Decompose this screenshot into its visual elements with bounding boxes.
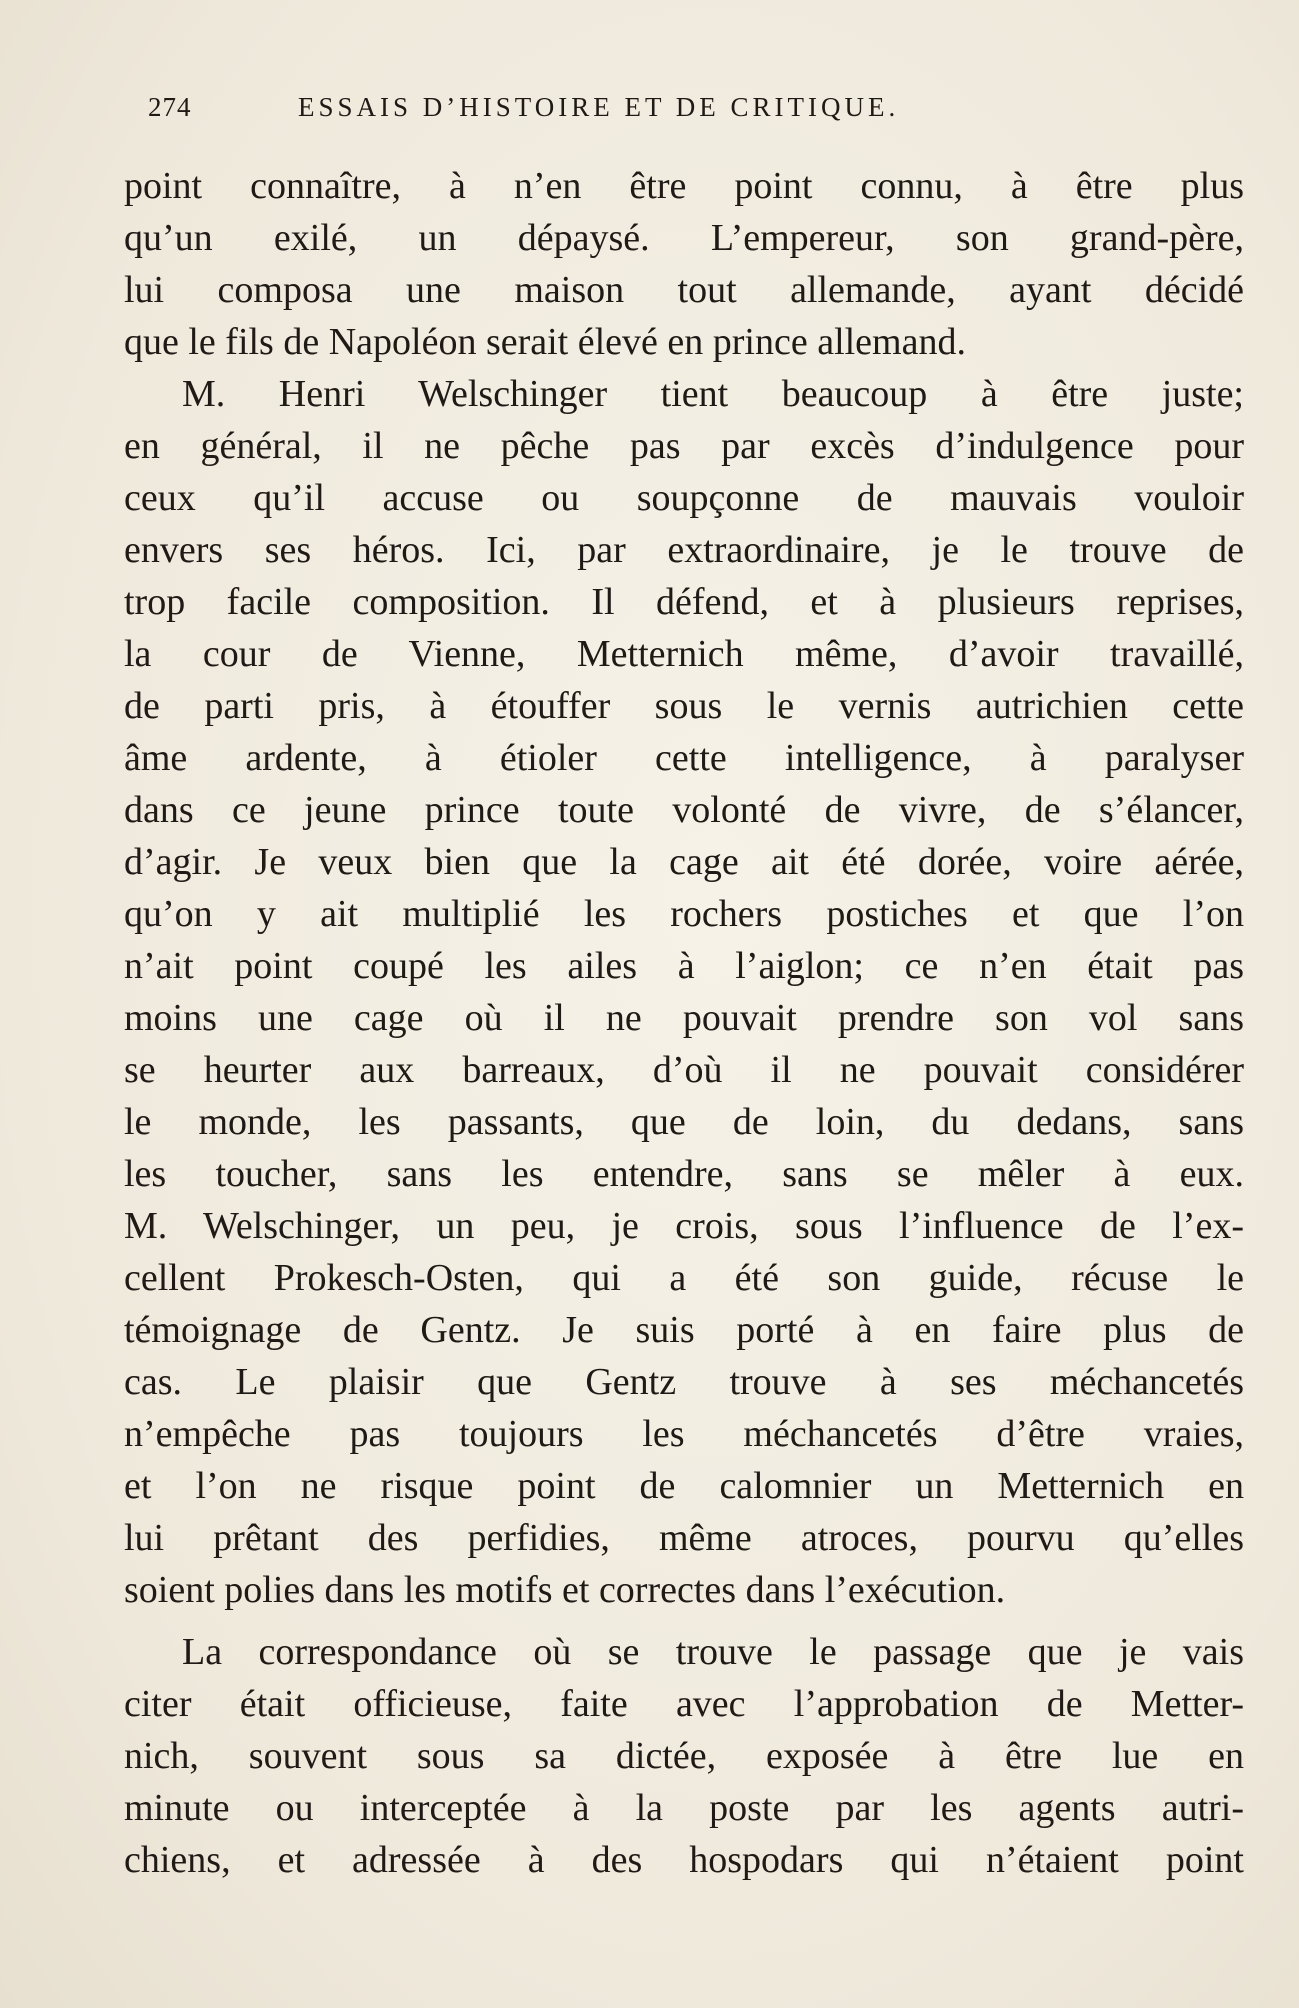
text-line: chiens, et adressée à des hospodars qui n’étaient point — [124, 1839, 1244, 1881]
text-line: le monde, les passants, que de loin, du dedans, sans — [124, 1101, 1244, 1143]
paragraph — [124, 368, 1244, 1616]
running-title: ESSAIS D’HISTOIRE ET DE CRITIQUE. — [298, 92, 900, 122]
paragraph-gap — [124, 1616, 1244, 1626]
text-line: La correspondance où se trouve le passage que je vais — [182, 1631, 1244, 1673]
paragraph — [124, 160, 1244, 368]
text-line: se heurter aux barreaux, d’où il ne pouvait considérer — [124, 1049, 1244, 1091]
text-line: qu’un exilé, un dépaysé. L’empereur, son grand-père, — [124, 217, 1244, 259]
text-line: que le fils de Napoléon serait élevé en prince allemand. — [124, 321, 966, 363]
text-line: ceux qu’il accuse ou soupçonne de mauvais vouloir — [124, 477, 1244, 519]
text-line: les toucher, sans les entendre, sans se mêler à eux. — [124, 1153, 1244, 1195]
text-line: cellent Prokesch-Osten, qui a été son guide, récuse le — [124, 1257, 1244, 1299]
text-line: point connaître, à n’en être point connu, à être plus — [124, 165, 1244, 207]
text-line: soient polies dans les motifs et correctes dans l’exécution. — [124, 1569, 1006, 1611]
text-line: trop facile composition. Il défend, et à plusieurs reprises, — [124, 581, 1244, 623]
text-line: d’agir. Je veux bien que la cage ait été dorée, voire aérée, — [124, 841, 1244, 883]
paragraph — [124, 1626, 1244, 1886]
text-line: cas. Le plaisir que Gentz trouve à ses méchancetés — [124, 1361, 1244, 1403]
page-number: 274 — [148, 92, 192, 122]
text-line: moins une cage où il ne pouvait prendre son vol sans — [124, 997, 1244, 1039]
text-line: M. Henri Welschinger tient beaucoup à être juste; — [182, 373, 1244, 415]
text-line: minute ou interceptée à la poste par les agents autri- — [124, 1787, 1244, 1829]
text-line: de parti pris, à étouffer sous le vernis autrichien cette — [124, 685, 1244, 727]
text-line: envers ses héros. Ici, par extraordinaire, je le trouve de — [124, 529, 1244, 571]
text-line: qu’on y ait multiplié les rochers postiches et que l’on — [124, 893, 1244, 935]
text-line: dans ce jeune prince toute volonté de vivre, de s’élancer, — [124, 789, 1244, 831]
text-line: témoignage de Gentz. Je suis porté à en faire plus de — [124, 1309, 1244, 1351]
text-line: nich, souvent sous sa dictée, exposée à être lue en — [124, 1735, 1244, 1777]
body-text — [124, 160, 1244, 1886]
text-line: la cour de Vienne, Metternich même, d’avoir travaillé, — [124, 633, 1244, 675]
text-line: lui composa une maison tout allemande, ayant décidé — [124, 269, 1244, 311]
text-line: lui prêtant des perfidies, même atroces, pourvu qu’elles — [124, 1517, 1244, 1559]
text-line: n’ait point coupé les ailes à l’aiglon; ce n’en était pas — [124, 945, 1244, 987]
running-header — [148, 92, 1103, 132]
text-line: et l’on ne risque point de calomnier un Metternich en — [124, 1465, 1244, 1507]
text-line: âme ardente, à étioler cette intelligence, à paralyser — [124, 737, 1244, 779]
text-line: M. Welschinger, un peu, je crois, sous l’influence de l’ex- — [124, 1205, 1244, 1247]
text-line: n’empêche pas toujours les méchancetés d’être vraies, — [124, 1413, 1244, 1455]
text-line: en général, il ne pêche pas par excès d’indulgence pour — [124, 425, 1244, 467]
text-line: citer était officieuse, faite avec l’approbation de Metter- — [124, 1683, 1244, 1725]
